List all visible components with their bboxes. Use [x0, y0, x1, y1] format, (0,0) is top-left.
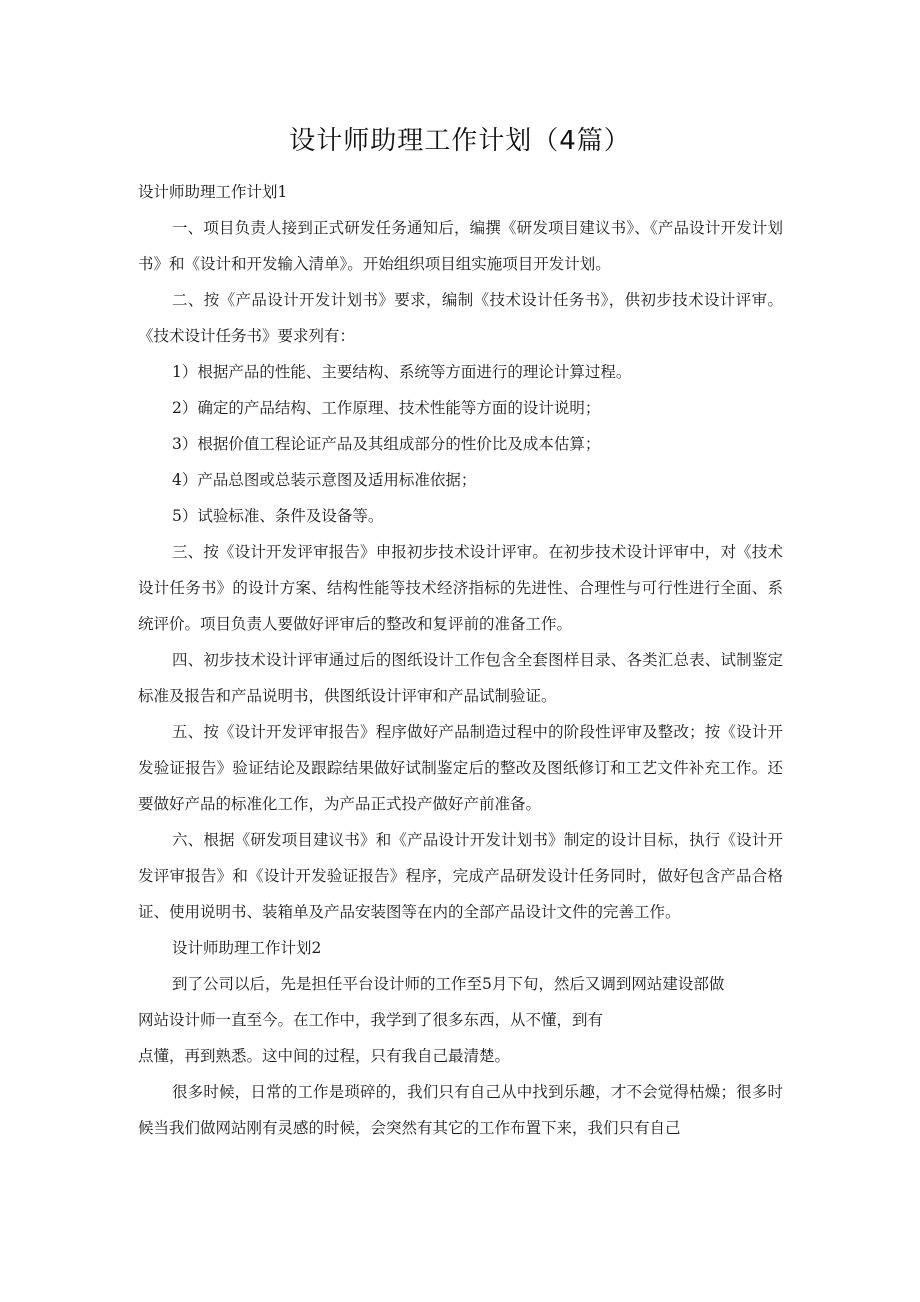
list-item: 5）试验标准、条件及设备等。	[172, 507, 384, 525]
document-title: 设计师助理工作计划（4篇）	[289, 126, 631, 156]
paragraph: 四、初步技术设计评审通过后的图纸设计工作包含全套图样目录、各类汇总表、试制鉴定标准及报告和产品说明书，供图纸设计评审和产品试制验证。	[138, 651, 783, 705]
list-item: 3）根据价值工程论证产品及其组成部分的性价比及成本估算；	[172, 435, 601, 453]
document-body	[138, 174, 783, 1146]
list-item: 4）产品总图或总装示意图及适用标准依据；	[172, 471, 477, 489]
list-item: 2）确定的产品结构、工作原理、技术性能等方面的设计说明；	[172, 399, 601, 417]
paragraph: 一、项目负责人接到正式研发任务通知后，编撰《研发项目建议书》、《产品设计开发计划书》和《设计和开发输入清单》。开始组织项目组实施项目开发计划。	[138, 219, 783, 273]
paragraph: 六、根据《研发项目建议书》和《产品设计开发计划书》制定的设计目标，执行《设计开发评审报告》和《设计开发验证报告》程序，完成产品研发设计任务同时，做好包含产品合格证、使用说明书、装箱单及产品安装图等在内的全部产品设计文件的完善工作。	[138, 831, 783, 921]
section-heading: 设计师助理工作计划2	[172, 939, 322, 957]
paragraph: 五、按《设计开发评审报告》程序做好产品制造过程中的阶段性评审及整改；按《设计开发验证报告》验证结论及跟踪结果做好试制鉴定后的整改及图纸修订和工艺文件补充工作。还要做好产品的标准化工作，为产品正式投产做好产前准备。	[138, 723, 783, 813]
section-heading: 设计师助理工作计划1	[138, 183, 288, 201]
list-item: 1）根据产品的性能、主要结构、系统等方面进行的理论计算过程。	[172, 363, 632, 381]
paragraph: 很多时候，日常的工作是琐碎的，我们只有自己从中找到乐趣，才不会觉得枯燥；很多时候当我们做网站刚有灵感的时候，会突然有其它的工作布置下来，我们只有自己	[138, 1083, 783, 1137]
paragraph-line: 网站设计师一直至今。在工作中，我学到了很多东西，从不懂，到有	[138, 1011, 604, 1029]
paragraph-line: 点懂，再到熟悉。这中间的过程，只有我自己最清楚。	[138, 1047, 511, 1065]
paragraph: 二、按《产品设计开发计划书》要求，编制《技术设计任务书》，供初步技术设计评审。《技术设计任务书》要求列有：	[138, 291, 783, 345]
paragraph: 三、按《设计开发评审报告》申报初步技术设计评审。在初步技术设计评审中，对《技术设计任务书》的设计方案、结构性能等技术经济指标的先进性、合理性与可行性进行全面、系统评价。项目负责人要做好评审后的整改和复评前的准备工作。	[138, 543, 783, 633]
paragraph-line: 到了公司以后，先是担任平台设计师的工作至5月下旬，然后又调到网站建设部做	[172, 975, 725, 993]
